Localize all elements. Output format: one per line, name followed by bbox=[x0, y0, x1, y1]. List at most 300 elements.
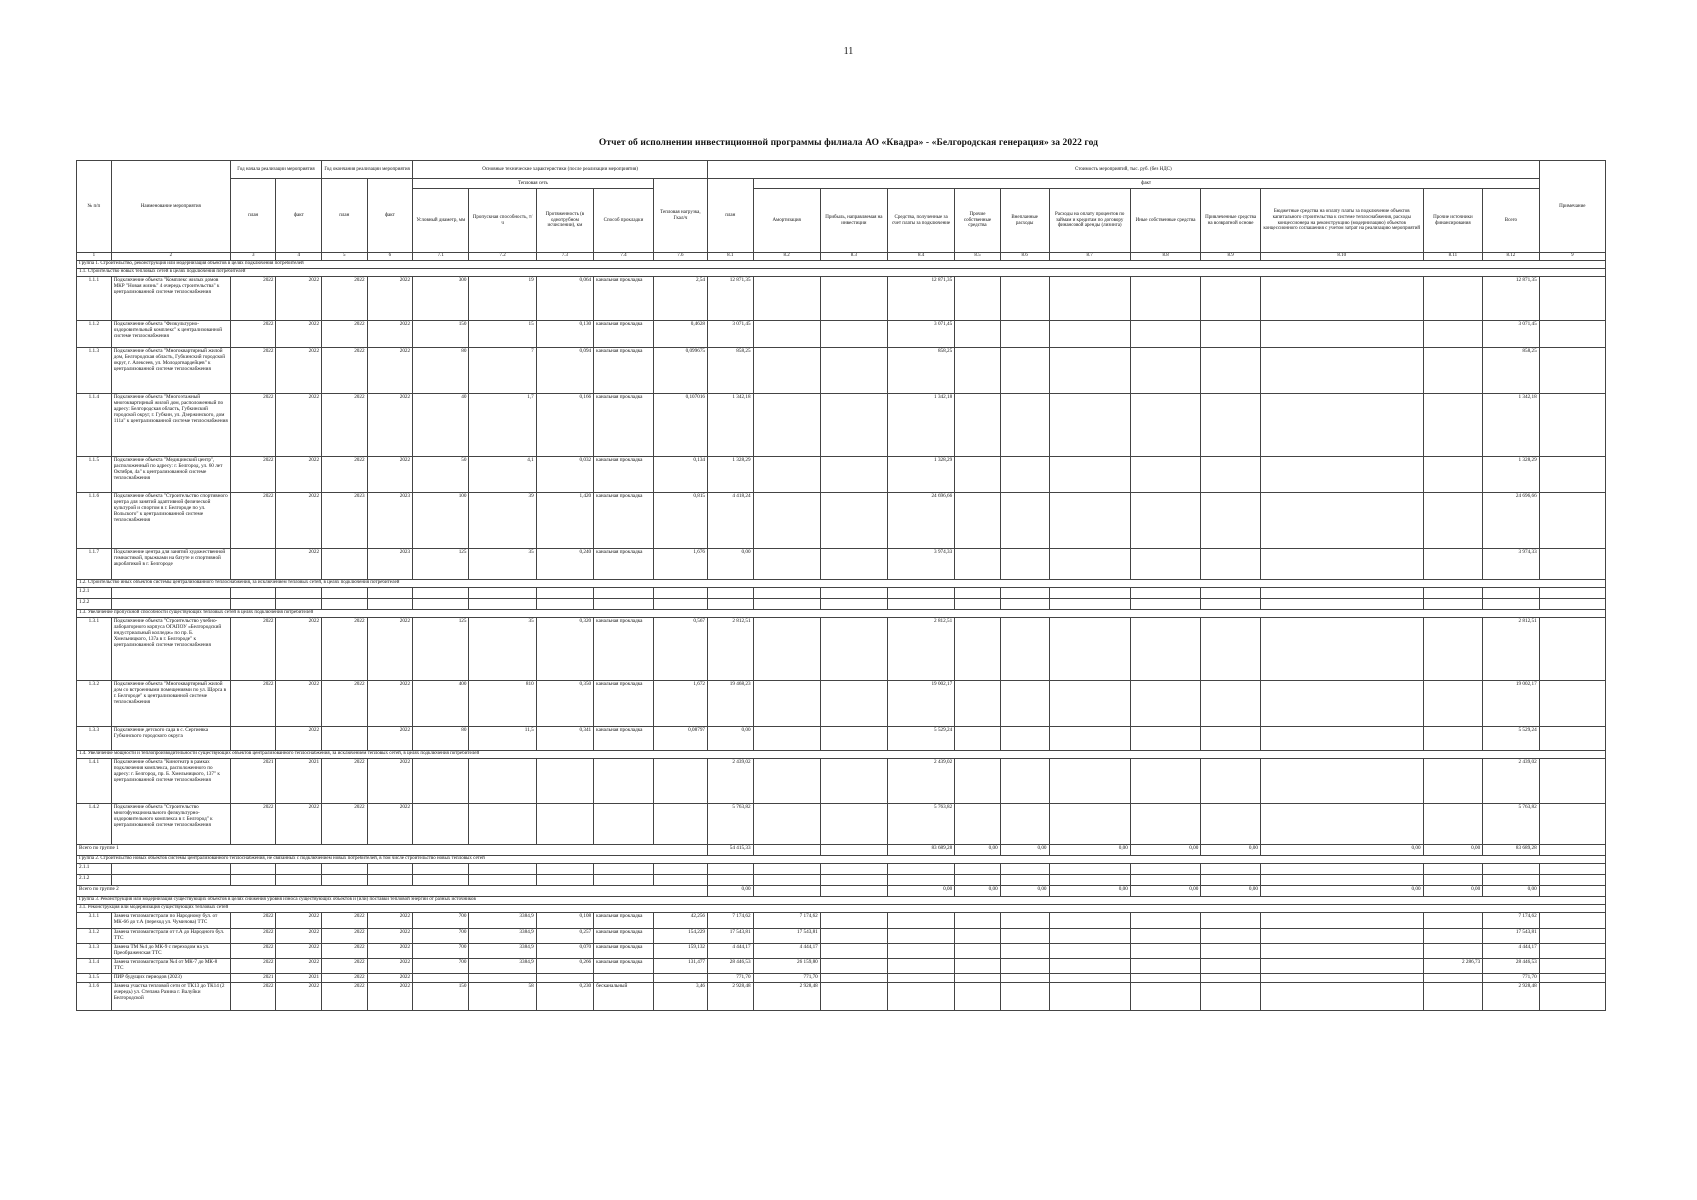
empty-cell bbox=[1201, 929, 1261, 944]
total-cost-plan: 0,00 bbox=[708, 886, 754, 897]
end-plan bbox=[322, 549, 368, 580]
empty-cell bbox=[1539, 864, 1605, 875]
empty-cell bbox=[955, 277, 1001, 321]
other-sources bbox=[1423, 457, 1483, 493]
profit bbox=[820, 958, 887, 973]
header-laying: Способ прокладки bbox=[594, 189, 654, 253]
empty-cell bbox=[276, 864, 322, 875]
start-plan: 2021 bbox=[230, 973, 276, 982]
measure-row bbox=[77, 394, 1606, 457]
empty-cell bbox=[1000, 864, 1049, 875]
length bbox=[536, 804, 593, 845]
header-emergency: Внепланные расходы bbox=[1000, 189, 1049, 253]
empty-cell bbox=[955, 493, 1001, 549]
row-number: 1.1.6 bbox=[77, 493, 112, 549]
diameter: 50 bbox=[413, 457, 469, 493]
empty-cell bbox=[1201, 549, 1261, 580]
empty-cell bbox=[413, 864, 469, 875]
note bbox=[1539, 913, 1605, 929]
profit bbox=[820, 348, 887, 394]
cost-plan: 28 446,53 bbox=[708, 958, 754, 973]
empty-cell bbox=[1260, 727, 1423, 751]
measure-name: Замена тепломагистрали от т.А до Народного бул. ТТС bbox=[111, 929, 230, 944]
empty-cell bbox=[820, 599, 887, 610]
laying-method: канальная прокладка bbox=[594, 913, 654, 929]
other-sources bbox=[1423, 759, 1483, 804]
section-3-1-title bbox=[77, 905, 1606, 913]
empty-cell bbox=[887, 599, 954, 610]
connection-fee bbox=[887, 943, 954, 958]
note bbox=[1539, 549, 1605, 580]
section-title: Группа 2. Строительство новых объектов системы централизованного теплоснабжения, не связанных с подключением новых потребителей, в том числе строительство новых тепловых сетей bbox=[77, 856, 1606, 864]
empty-cell bbox=[1260, 618, 1423, 681]
empty-cell bbox=[594, 599, 654, 610]
cost-plan: 0,00 bbox=[708, 727, 754, 751]
empty-cell bbox=[1000, 321, 1049, 348]
laying-method: канальная прокладка bbox=[594, 958, 654, 973]
amortization bbox=[753, 493, 820, 549]
empty-cell bbox=[1201, 804, 1261, 845]
throughput: 35 bbox=[469, 618, 536, 681]
end-plan: 2022 bbox=[322, 681, 368, 727]
end-plan: 2022 bbox=[322, 277, 368, 321]
header-end-fact: факт bbox=[367, 179, 413, 253]
measure-row bbox=[77, 681, 1606, 727]
total-zero: 0,00 bbox=[1000, 845, 1049, 856]
empty-cell bbox=[955, 864, 1001, 875]
empty-cell bbox=[1130, 973, 1200, 982]
empty-cell bbox=[1049, 982, 1130, 1010]
row-number: 1.2.1 bbox=[77, 588, 112, 599]
empty-cell bbox=[955, 982, 1001, 1010]
total-other-sources: 0,00 bbox=[1423, 845, 1483, 856]
other-sources bbox=[1423, 973, 1483, 982]
other-sources bbox=[1423, 804, 1483, 845]
start-fact: 2022 bbox=[276, 804, 322, 845]
empty-cell bbox=[1539, 588, 1605, 599]
total: 4 444,17 bbox=[1483, 943, 1539, 958]
amortization bbox=[753, 321, 820, 348]
profit bbox=[820, 943, 887, 958]
empty-row bbox=[77, 875, 1606, 886]
empty-cell bbox=[1260, 929, 1423, 944]
total-zero: 0,00 bbox=[1049, 845, 1130, 856]
measure-name: Подключение объекта "Строительство спортивного центра для занятий адаптивной физической культурой и спортом в г. Белгороде по ул. Вольского" к централизованной системе теплоснабжения bbox=[111, 493, 230, 549]
measure-row bbox=[77, 348, 1606, 394]
diameter: 80 bbox=[413, 727, 469, 751]
empty-cell bbox=[1049, 549, 1130, 580]
empty-cell bbox=[1000, 618, 1049, 681]
laying-method: канальная прокладка bbox=[594, 493, 654, 549]
empty-cell bbox=[653, 588, 707, 599]
measure-row bbox=[77, 727, 1606, 751]
measure-row bbox=[77, 549, 1606, 580]
empty-cell bbox=[1201, 618, 1261, 681]
cost-plan: 4 418,24 bbox=[708, 493, 754, 549]
end-fact: 2022 bbox=[367, 929, 413, 944]
empty-cell bbox=[1000, 549, 1049, 580]
empty-cell bbox=[1201, 913, 1261, 929]
total: 2 812,51 bbox=[1483, 618, 1539, 681]
length: 0,230 bbox=[536, 982, 593, 1010]
empty-cell bbox=[1000, 875, 1049, 886]
measure-row bbox=[77, 321, 1606, 348]
header-connection-fee: Средства, полученные за счет платы за подключение bbox=[887, 189, 954, 253]
header-diameter: Условный диаметр, мм bbox=[413, 189, 469, 253]
diameter: 150 bbox=[413, 982, 469, 1010]
row-number: 3.1.3 bbox=[77, 943, 112, 958]
total-zero: 0,00 bbox=[1260, 845, 1423, 856]
end-fact: 2022 bbox=[367, 804, 413, 845]
note bbox=[1539, 493, 1605, 549]
connection-fee: 24 696,66 bbox=[887, 493, 954, 549]
empty-cell bbox=[1049, 875, 1130, 886]
empty-cell bbox=[1049, 864, 1130, 875]
diameter: 700 bbox=[413, 913, 469, 929]
diameter bbox=[413, 759, 469, 804]
note bbox=[1539, 845, 1605, 856]
start-fact: 2022 bbox=[276, 457, 322, 493]
empty-cell bbox=[1130, 943, 1200, 958]
empty-cell bbox=[1049, 958, 1130, 973]
total: 17 543,81 bbox=[1483, 929, 1539, 944]
total-zero: 0,00 bbox=[955, 845, 1001, 856]
empty-cell bbox=[230, 588, 276, 599]
total-zero: 0,00 bbox=[1130, 845, 1200, 856]
empty-cell bbox=[1260, 804, 1423, 845]
heat-load: 0,099675 bbox=[653, 348, 707, 394]
table-header bbox=[77, 161, 1606, 253]
empty-cell bbox=[1049, 493, 1130, 549]
empty-cell bbox=[1130, 804, 1200, 845]
empty-cell bbox=[1049, 599, 1130, 610]
other-sources bbox=[1423, 727, 1483, 751]
start-fact: 2022 bbox=[276, 958, 322, 973]
empty-cell bbox=[1130, 618, 1200, 681]
amortization bbox=[753, 348, 820, 394]
measure-row bbox=[77, 913, 1606, 929]
start-plan: 2022 bbox=[230, 394, 276, 457]
measure-name: Замена тепломагистрали №4 от МК-7 до МК-8 ТТС bbox=[111, 958, 230, 973]
start-plan: 2022 bbox=[230, 804, 276, 845]
heat-load: 0,815 bbox=[653, 493, 707, 549]
empty-cell bbox=[1260, 549, 1423, 580]
empty-cell bbox=[708, 599, 754, 610]
empty-cell bbox=[536, 599, 593, 610]
section-title: 1.1. Строительство новых тепловых сетей в целях подключения потребителей bbox=[77, 269, 1606, 277]
row-number: 3.1.1 bbox=[77, 913, 112, 929]
empty-cell bbox=[753, 599, 820, 610]
total-zero: 0,00 bbox=[1201, 886, 1261, 897]
empty-cell bbox=[955, 588, 1001, 599]
end-fact: 2023 bbox=[367, 549, 413, 580]
row-number: 1.2.2 bbox=[77, 599, 112, 610]
empty-cell bbox=[1260, 457, 1423, 493]
total: 1 328,29 bbox=[1483, 457, 1539, 493]
laying-method: канальная прокладка bbox=[594, 457, 654, 493]
empty-cell bbox=[367, 588, 413, 599]
profit bbox=[820, 759, 887, 804]
end-fact: 2022 bbox=[367, 759, 413, 804]
laying-method bbox=[594, 973, 654, 982]
profit bbox=[820, 727, 887, 751]
empty-cell bbox=[1049, 394, 1130, 457]
investment-report-table bbox=[76, 160, 1606, 1011]
section-title: 1.2. Строительство иных объектов системы централизованного теплоснабжения, за исключением тепловых сетей, в целях подключения потребителей bbox=[77, 580, 1606, 588]
empty-cell bbox=[1049, 681, 1130, 727]
heat-load: 0,08797 bbox=[653, 727, 707, 751]
measure-name: Подключение детского сада в с. Сергиевка Губкинского городского округа bbox=[111, 727, 230, 751]
total: 1 342,18 bbox=[1483, 394, 1539, 457]
empty-cell bbox=[1201, 588, 1261, 599]
empty-cell bbox=[955, 321, 1001, 348]
total-profit bbox=[820, 886, 887, 897]
total-connection-fee: 83 689,28 bbox=[887, 845, 954, 856]
end-plan: 2022 bbox=[322, 394, 368, 457]
measure-row bbox=[77, 457, 1606, 493]
length: 0,266 bbox=[536, 958, 593, 973]
empty-cell bbox=[1000, 493, 1049, 549]
column-index-cell: 2 bbox=[111, 253, 230, 261]
empty-cell bbox=[1539, 599, 1605, 610]
empty-cell bbox=[1130, 727, 1200, 751]
empty-cell bbox=[1539, 875, 1605, 886]
end-plan: 2022 bbox=[322, 982, 368, 1010]
diameter: 300 bbox=[413, 277, 469, 321]
start-plan bbox=[230, 727, 276, 751]
end-plan: 2022 bbox=[322, 913, 368, 929]
total-zero: 0,00 bbox=[1201, 845, 1261, 856]
empty-cell bbox=[1049, 618, 1130, 681]
header-start-plan: план bbox=[230, 179, 276, 253]
header-end-plan: план bbox=[322, 179, 368, 253]
empty-cell bbox=[1201, 457, 1261, 493]
empty-cell bbox=[1260, 982, 1423, 1010]
empty-cell bbox=[1201, 864, 1261, 875]
empty-cell bbox=[1000, 759, 1049, 804]
connection-fee: 858,25 bbox=[887, 348, 954, 394]
heat-load bbox=[653, 973, 707, 982]
start-fact: 2022 bbox=[276, 943, 322, 958]
amortization: 4 444,17 bbox=[753, 943, 820, 958]
length: 0,032 bbox=[536, 457, 593, 493]
header-start-fact: факт bbox=[276, 179, 322, 253]
other-sources: 2 286,73 bbox=[1423, 958, 1483, 973]
header-start-year: Год начала реализации мероприятия bbox=[230, 161, 321, 179]
start-plan: 2021 bbox=[230, 759, 276, 804]
other-sources bbox=[1423, 929, 1483, 944]
column-index-cell: 3 bbox=[230, 253, 276, 261]
amortization bbox=[753, 804, 820, 845]
empty-cell bbox=[1130, 549, 1200, 580]
column-index-cell: 8.1 bbox=[708, 253, 754, 261]
empty-cell bbox=[1000, 973, 1049, 982]
throughput: 58 bbox=[469, 982, 536, 1010]
row-number: 1.1.1 bbox=[77, 277, 112, 321]
empty-cell bbox=[1049, 588, 1130, 599]
row-number: 1.4.2 bbox=[77, 804, 112, 845]
end-fact: 2022 bbox=[367, 958, 413, 973]
diameter: 400 bbox=[413, 681, 469, 727]
empty-cell bbox=[955, 394, 1001, 457]
profit bbox=[820, 493, 887, 549]
section-title: 3.1. Реконструкция или модернизация существующих тепловых сетей bbox=[77, 905, 1606, 913]
column-index-cell: 1 bbox=[77, 253, 112, 261]
amortization bbox=[753, 457, 820, 493]
total-zero: 0,00 bbox=[1000, 886, 1049, 897]
header-cost: Стоимость мероприятий, тыс. руб. (без НДС) bbox=[708, 161, 1540, 179]
end-plan: 2022 bbox=[322, 943, 368, 958]
empty-row bbox=[77, 864, 1606, 875]
diameter bbox=[413, 804, 469, 845]
empty-row bbox=[77, 599, 1606, 610]
total-amort bbox=[753, 886, 820, 897]
laying-method: канальная прокладка bbox=[594, 277, 654, 321]
empty-cell bbox=[1260, 493, 1423, 549]
header-cost-plan: план bbox=[708, 179, 754, 253]
amortization bbox=[753, 618, 820, 681]
measure-row bbox=[77, 804, 1606, 845]
other-sources bbox=[1423, 348, 1483, 394]
profit bbox=[820, 618, 887, 681]
empty-cell bbox=[1049, 929, 1130, 944]
empty-cell bbox=[1260, 588, 1423, 599]
measure-name: ПИР будущих периодов (2023) bbox=[111, 973, 230, 982]
empty-cell bbox=[753, 875, 820, 886]
laying-method: канальная прокладка bbox=[594, 681, 654, 727]
empty-cell bbox=[1260, 759, 1423, 804]
throughput bbox=[469, 804, 536, 845]
throughput: 15 bbox=[469, 321, 536, 348]
laying-method bbox=[594, 804, 654, 845]
empty-cell bbox=[1130, 913, 1200, 929]
heat-load: 1,672 bbox=[653, 681, 707, 727]
empty-cell bbox=[1201, 599, 1261, 610]
empty-cell bbox=[1000, 929, 1049, 944]
empty-cell bbox=[322, 875, 368, 886]
throughput: 4,1 bbox=[469, 457, 536, 493]
start-fact: 2022 bbox=[276, 348, 322, 394]
total-zero: 0,00 bbox=[1049, 886, 1130, 897]
diameter: 700 bbox=[413, 929, 469, 944]
end-fact: 2022 bbox=[367, 457, 413, 493]
empty-cell bbox=[1260, 599, 1423, 610]
empty-cell bbox=[276, 875, 322, 886]
measure-name: Подключение объекта "Кинотеатр в рамках подключения комплекса, расположенного по адресу: г. Белгород, пр. Б. Хмельницкого, 137" к централизованной системе теплоснабжения bbox=[111, 759, 230, 804]
column-index-cell: 7.6 bbox=[653, 253, 707, 261]
column-index-row bbox=[77, 253, 1606, 261]
measure-name: Подключение объекта "Многоквартирный жилой дом, Белгородская область, Губкинский городской округ, г. Алексеев, ул. Молодогвардейцев" к централизованной системе теплоснабжения bbox=[111, 348, 230, 394]
empty-cell bbox=[955, 943, 1001, 958]
section-title: 1.3. Увеличение пропускной способности существующих тепловых сетей в целях подключения потребителей bbox=[77, 610, 1606, 618]
end-fact: 2022 bbox=[367, 618, 413, 681]
empty-cell bbox=[469, 599, 536, 610]
diameter: 700 bbox=[413, 958, 469, 973]
cost-plan: 1 342,18 bbox=[708, 394, 754, 457]
row-number: 3.1.4 bbox=[77, 958, 112, 973]
length: 0,108 bbox=[536, 913, 593, 929]
section-1-2-title bbox=[77, 580, 1606, 588]
cost-plan: 2 439,02 bbox=[708, 759, 754, 804]
start-plan: 2022 bbox=[230, 348, 276, 394]
total: 858,25 bbox=[1483, 348, 1539, 394]
amortization bbox=[753, 277, 820, 321]
empty-cell bbox=[469, 588, 536, 599]
empty-cell bbox=[1130, 875, 1200, 886]
connection-fee: 5 529,24 bbox=[887, 727, 954, 751]
empty-cell bbox=[1483, 599, 1539, 610]
diameter: 150 bbox=[413, 321, 469, 348]
laying-method: канальная прокладка bbox=[594, 549, 654, 580]
total: 2 928,48 bbox=[1483, 982, 1539, 1010]
start-plan: 2022 bbox=[230, 618, 276, 681]
end-plan: 2023 bbox=[322, 493, 368, 549]
empty-cell bbox=[367, 599, 413, 610]
empty-cell bbox=[1201, 973, 1261, 982]
other-sources bbox=[1423, 618, 1483, 681]
other-sources bbox=[1423, 321, 1483, 348]
empty-cell bbox=[230, 875, 276, 886]
row-number: 1.4.1 bbox=[77, 759, 112, 804]
header-budget: Бюджетные средства на оплату платы за подключение объектов капитального строительства к системе теплоснабжения, расходы концессионера на реконструкцию (модернизацию) объектов концессионного соглашения с учетом затрат на реализацию мероприятий bbox=[1260, 189, 1423, 253]
empty-cell bbox=[1260, 875, 1423, 886]
empty-cell bbox=[955, 457, 1001, 493]
column-index-cell: 5 bbox=[322, 253, 368, 261]
empty-cell bbox=[1423, 599, 1483, 610]
empty-cell bbox=[276, 588, 322, 599]
empty-cell bbox=[1201, 943, 1261, 958]
group-total-label: Всего по группе 1 bbox=[77, 845, 708, 856]
empty-cell bbox=[1423, 588, 1483, 599]
measure-name: Подключение центра для занятий художественной гимнастикой, прыжками на батуте и спортивной акробатикой в г. Белгороде bbox=[111, 549, 230, 580]
row-number: 1.1.2 bbox=[77, 321, 112, 348]
header-throughput: Пропускная способность, т/ч bbox=[469, 189, 536, 253]
measure-name: Подключение объекта "Комплекс жилых домов МКР "Новая жизнь" 4 очередь строительства" к централизованной системе теплоснабжения bbox=[111, 277, 230, 321]
group-3-title bbox=[77, 897, 1606, 905]
measure-row bbox=[77, 943, 1606, 958]
note bbox=[1539, 457, 1605, 493]
length: 0,240 bbox=[536, 549, 593, 580]
empty-cell bbox=[1049, 727, 1130, 751]
diameter: 40 bbox=[413, 394, 469, 457]
empty-cell bbox=[1130, 982, 1200, 1010]
heat-load: 0,567 bbox=[653, 618, 707, 681]
empty-cell bbox=[1201, 493, 1261, 549]
length: 0,064 bbox=[536, 277, 593, 321]
connection-fee bbox=[887, 982, 954, 1010]
throughput: 35 bbox=[469, 549, 536, 580]
row-number: 1.1.7 bbox=[77, 549, 112, 580]
total: 2 439,02 bbox=[1483, 759, 1539, 804]
amortization: 26 159,80 bbox=[753, 958, 820, 973]
total-connection-fee: 0,00 bbox=[887, 886, 954, 897]
measure-name: Замена участка тепловой сети от ТК13 до ТК14 (2 очередь) ул. Степана Разина г. Валуйки Белгородской bbox=[111, 982, 230, 1010]
row-number: 1.3.2 bbox=[77, 681, 112, 727]
total: 5 763,82 bbox=[1483, 804, 1539, 845]
column-index-cell: 4 bbox=[276, 253, 322, 261]
throughput: 19 bbox=[469, 277, 536, 321]
throughput: 3384,9 bbox=[469, 943, 536, 958]
empty-cell bbox=[1201, 982, 1261, 1010]
laying-method: канальная прокладка bbox=[594, 321, 654, 348]
empty-cell bbox=[1049, 973, 1130, 982]
empty-cell bbox=[1130, 929, 1200, 944]
length: 0,130 bbox=[536, 321, 593, 348]
end-fact: 2022 bbox=[367, 321, 413, 348]
profit bbox=[820, 929, 887, 944]
measure-row bbox=[77, 618, 1606, 681]
cost-plan: 5 763,82 bbox=[708, 804, 754, 845]
